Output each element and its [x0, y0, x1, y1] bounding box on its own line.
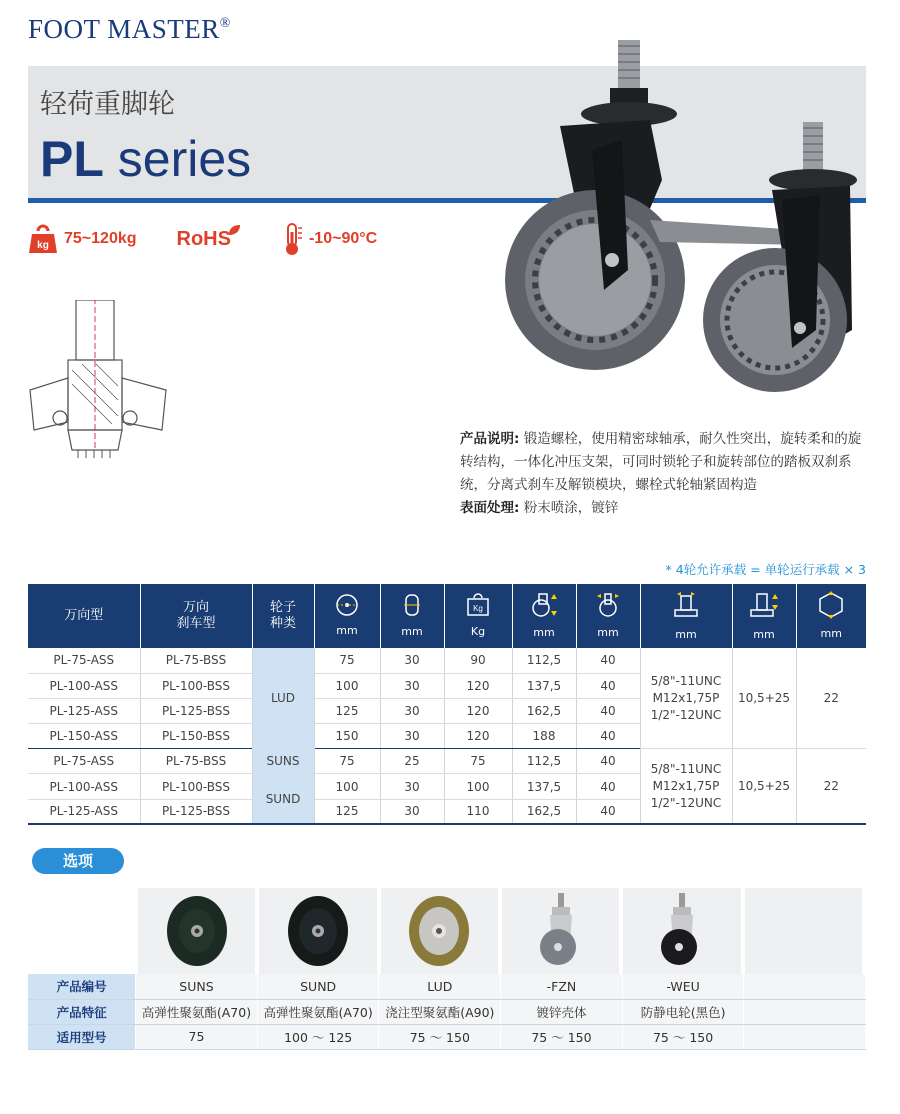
caster-height-icon [529, 592, 559, 618]
black-wheel-icon [162, 893, 232, 969]
table-header-row [28, 584, 866, 648]
polyurethane-wheel-icon [404, 893, 474, 969]
thread-length-2: 10,5+25 [732, 749, 796, 825]
thread-spec-1: 5/8"-11UNC M12x1,75P 1/2"-12UNC [640, 648, 732, 749]
wheel-type-lud: LUD [252, 648, 314, 749]
antistatic-caster-icon [657, 891, 707, 971]
wheel-width-icon [402, 593, 422, 617]
svg-text:kg: kg [37, 240, 49, 251]
col-load: Kg Kg [444, 584, 512, 648]
temperature-spec [281, 222, 377, 256]
swivel-offset-icon [593, 592, 623, 618]
thread-length-icon [749, 590, 779, 620]
option-image-fzn [502, 888, 619, 974]
options-table [28, 974, 866, 1050]
spec-row [28, 222, 417, 256]
options-row-code: 产品编号 SUNS SUND LUD -FZN -WEU [28, 974, 866, 999]
temperature-range: -10~90°C [308, 230, 378, 247]
load-weight-icon [465, 593, 491, 617]
thermometer-icon [281, 222, 303, 256]
table-row: PL-75-ASS PL-75-BSS LUD 75 30 90 112,5 40 5/8"-11UNC M12x1,75P 1/2"-12UNC 10,5+25 22 [28, 648, 866, 673]
wheel-type-sund: SUND [252, 774, 314, 824]
spec-table [28, 584, 866, 825]
load-note: * 4轮允许承载 = 单轮运行承载 × 3 [665, 562, 866, 577]
table-row: PL-75-ASS PL-75-BSS SUNS 75 25 75 112,5 40 5/8"-11UNC M12x1,75P 1/2"-12UNC 10,5+25 22 [28, 749, 866, 774]
page-subtitle: 轻荷重脚轮 [40, 89, 175, 120]
options-row-feature: 产品特征 高弹性聚氨酯(A70) 高弹性聚氨酯(A70) 浇注型聚氨酯(A90) 镀锌壳体 防静电轮(黑色) [28, 999, 866, 1024]
wheel-type-suns: SUNS [252, 749, 314, 774]
table-row: PL-125-ASS PL-125-BSS 125 30 120 162,5 40 [28, 698, 866, 723]
col-wheel-type: 轮子 种类 [252, 584, 314, 648]
table-row: PL-125-ASS PL-125-BSS 125 30 110 162,5 40 [28, 799, 866, 824]
option-image-lud [381, 888, 498, 974]
hex-size-1: 22 [796, 648, 866, 749]
option-image-empty [745, 888, 862, 974]
col-height: mm [512, 584, 576, 648]
product-description: 产品说明: 锻造螺栓，使用精密球轴承，耐久性突出，旋转柔和的旋转结构，一体化冲压支架，可同时锁轮子和旋转部位的踏板双刹系统，分离式刹车及解锁模块，螺栓式轮轴紧固构造 表面处理: 粉末喷涂，镀锌 [460, 431, 862, 516]
col-offset: mm [576, 584, 640, 648]
col-diameter: mm [314, 584, 380, 648]
thread-size-icon [671, 590, 701, 620]
option-image-weu [623, 888, 740, 974]
brand-logo: FOOT MASTER® [28, 14, 231, 44]
option-image-suns [138, 888, 255, 974]
options-images [138, 888, 866, 974]
option-image-sund [259, 888, 376, 974]
zinc-caster-icon [536, 891, 586, 971]
caster-product-image [500, 30, 870, 410]
col-hex: mm [796, 584, 866, 648]
hex-nut-icon [817, 591, 845, 619]
weight-icon [28, 224, 58, 254]
table-row: PL-100-ASS PL-100-BSS 100 30 120 137,5 40 [28, 673, 866, 698]
cross-section-drawing [28, 300, 178, 460]
options-grid [28, 888, 866, 1050]
rohs-badge: RoHS [176, 227, 231, 250]
black-wheel-icon [283, 893, 353, 969]
col-width: mm [380, 584, 444, 648]
load-spec [28, 224, 137, 254]
options-row-model: 适用型号 75 100 ～ 125 75 ～ 150 75 ～ 150 75 ～ 150 [28, 1024, 866, 1049]
rohs-spec [177, 228, 241, 251]
col-thread-length: mm [732, 584, 796, 648]
col-swivel: 万向型 [28, 584, 140, 648]
thread-spec-2: 5/8"-11UNC M12x1,75P 1/2"-12UNC [640, 749, 732, 825]
options-title: 选项 [32, 848, 124, 874]
thread-length-1: 10,5+25 [732, 648, 796, 749]
table-row: PL-100-ASS PL-100-BSS SUND 100 30 100 137,5 40 [28, 774, 866, 799]
table-row: PL-150-ASS PL-150-BSS 150 30 120 188 40 [28, 724, 866, 749]
load-range: 75~120kg [64, 230, 137, 247]
hex-size-2: 22 [796, 749, 866, 825]
page-title: PL series [40, 131, 252, 187]
svg-text:Kg: Kg [473, 603, 483, 613]
col-thread: mm [640, 584, 732, 648]
wheel-diameter-icon [332, 594, 362, 616]
col-brake: 万向 刹车型 [140, 584, 252, 648]
